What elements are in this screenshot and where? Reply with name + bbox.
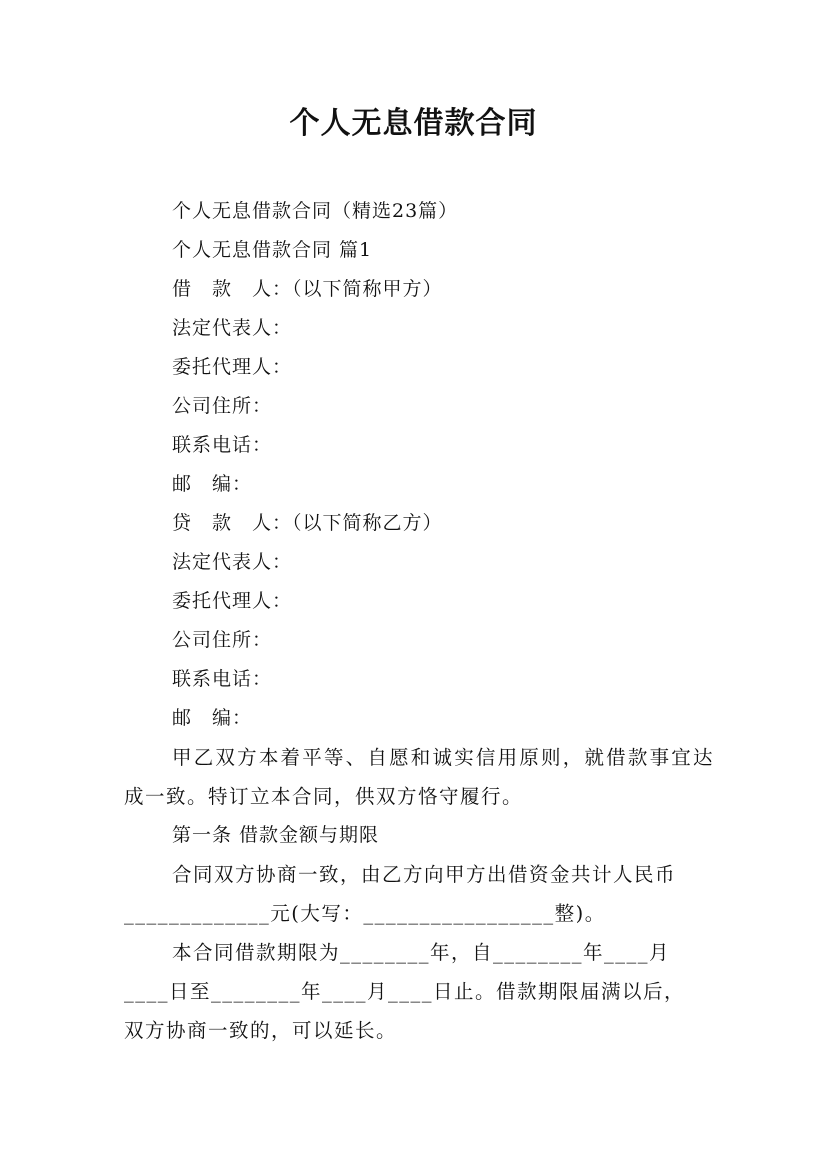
loan-amount-line-2: _____________元(大写：_________________整)。 (124, 902, 606, 925)
document-title: 个人无息借款合同 (289, 106, 538, 141)
lender-address: 公司住所： (172, 629, 273, 651)
borrower-phone: 联系电话： (172, 434, 273, 456)
intro-paragraph: 甲乙双方本着平等、自愿和诚实信用原则，就借款事宜达成一致。特订立本合同，供双方恪守履行。 (124, 746, 714, 808)
lender-postcode: 邮 编： (172, 707, 253, 729)
document-body (124, 192, 714, 1050)
lender-agent: 委托代理人： (172, 590, 293, 612)
lender-label: 贷 款 人：（以下简称乙方） (172, 512, 443, 534)
loan-term-line-3: 双方协商一致的，可以延长。 (124, 1019, 398, 1042)
article-1-heading: 第一条 借款金额与期限 (172, 824, 380, 846)
lender-legal-rep: 法定代表人： (172, 551, 293, 573)
borrower-postcode: 邮 编： (172, 473, 253, 495)
lender-phone: 联系电话： (172, 668, 273, 690)
loan-term-line-1: 本合同借款期限为________年，自________年____月 (172, 941, 671, 964)
borrower-address: 公司住所： (172, 395, 273, 417)
subtitle-line: 个人无息借款合同（精选23篇） (172, 200, 459, 222)
borrower-legal-rep: 法定代表人： (172, 317, 293, 339)
borrower-agent: 委托代理人： (172, 356, 293, 378)
loan-amount-line-1: 合同双方协商一致，由乙方向甲方出借资金共计人民币 (172, 863, 677, 886)
borrower-label: 借 款 人：（以下简称甲方） (172, 278, 443, 300)
section-heading: 个人无息借款合同 篇1 (172, 239, 373, 261)
loan-term-line-2: ____日至________年____月____日止。借款期限届满以后， (124, 980, 686, 1003)
